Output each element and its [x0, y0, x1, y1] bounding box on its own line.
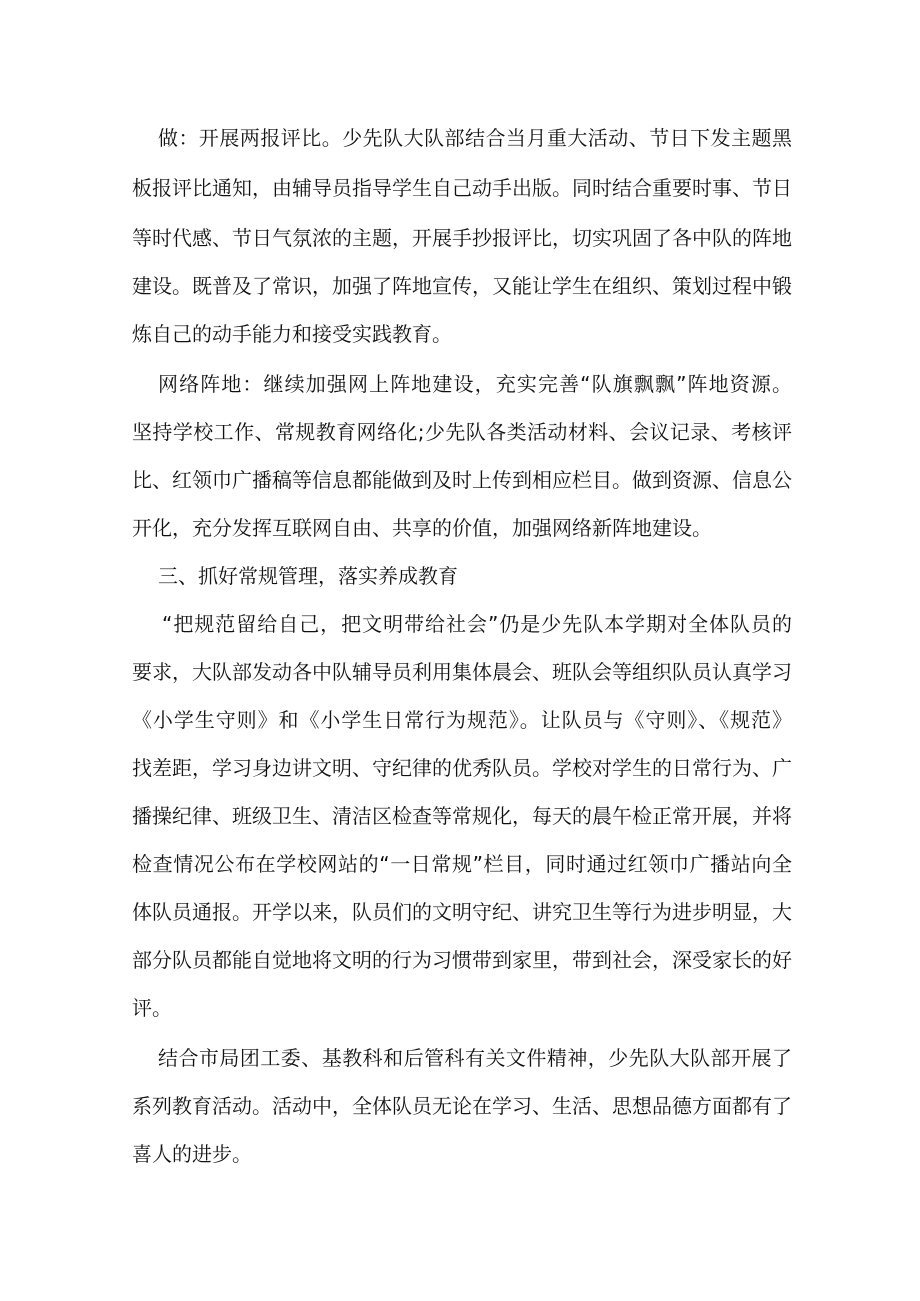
paragraph-line-18: 部分队员都能自觉地将文明的行为习惯带到家里，带到社会，深受家长的好 [132, 948, 792, 972]
paragraph-line-6: 网络阵地：继续加强网上阵地建设，充实完善“队旗飘飘”阵地资源。 [158, 372, 792, 396]
paragraph-line-11: “把规范留给自己，把文明带给社会”仍是少先队本学期对全体队员的 [162, 612, 792, 636]
paragraph-line-16: 检查情况公布在学校网站的“一日常规”栏目，同时通过红领巾广播站向全 [132, 852, 792, 876]
paragraph-line-12: 要求，大队部发动各中队辅导员利用集体晨会、班队会等组织队员认真学习 [132, 660, 792, 684]
section-heading: 三、抓好常规管理，落实养成教育 [158, 564, 458, 588]
paragraph-line-13: 《小学生守则》和《小学生日常行为规范》。让队员与《守则》、《规范》 [132, 708, 792, 732]
paragraph-line-2: 板报评比通知，由辅导员指导学生自己动手出版。同时结合重要时事、节日 [132, 176, 792, 200]
paragraph-line-14: 找差距，学习身边讲文明、守纪律的优秀队员。学校对学生的日常行为、广 [132, 756, 792, 780]
paragraph-line-5: 炼自己的动手能力和接受实践教育。 [132, 322, 452, 346]
paragraph-line-4: 建设。既普及了常识，加强了阵地宣传，又能让学生在组织、策划过程中锻 [132, 274, 792, 298]
paragraph-line-9: 开化，充分发挥互联网自由、共享的价值，加强网络新阵地建设。 [132, 516, 712, 540]
paragraph-line-20: 结合市局团工委、基教科和后管科有关文件精神，少先队大队部开展了 [158, 1046, 792, 1070]
paragraph-line-8: 比、红领巾广播稿等信息都能做到及时上传到相应栏目。做到资源、信息公 [132, 468, 792, 492]
paragraph-line-17: 体队员通报。开学以来，队员们的文明守纪、讲究卫生等行为进步明显，大 [132, 900, 792, 924]
paragraph-line-19: 评。 [132, 996, 172, 1020]
paragraph-line-15: 播操纪律、班级卫生、清洁区检查等常规化，每天的晨午检正常开展，并将 [132, 804, 792, 828]
paragraph-line-22: 喜人的进步。 [132, 1142, 252, 1166]
paragraph-line-1: 做：开展两报评比。少先队大队部结合当月重大活动、节日下发主题黑 [158, 126, 792, 150]
paragraph-line-7: 坚持学校工作、常规教育网络化;少先队各类活动材料、会议记录、考核评 [132, 420, 792, 444]
paragraph-line-21: 系列教育活动。活动中，全体队员无论在学习、生活、思想品德方面都有了 [132, 1094, 792, 1118]
paragraph-line-3: 等时代感、节日气氛浓的主题，开展手抄报评比，切实巩固了各中队的阵地 [132, 226, 792, 250]
